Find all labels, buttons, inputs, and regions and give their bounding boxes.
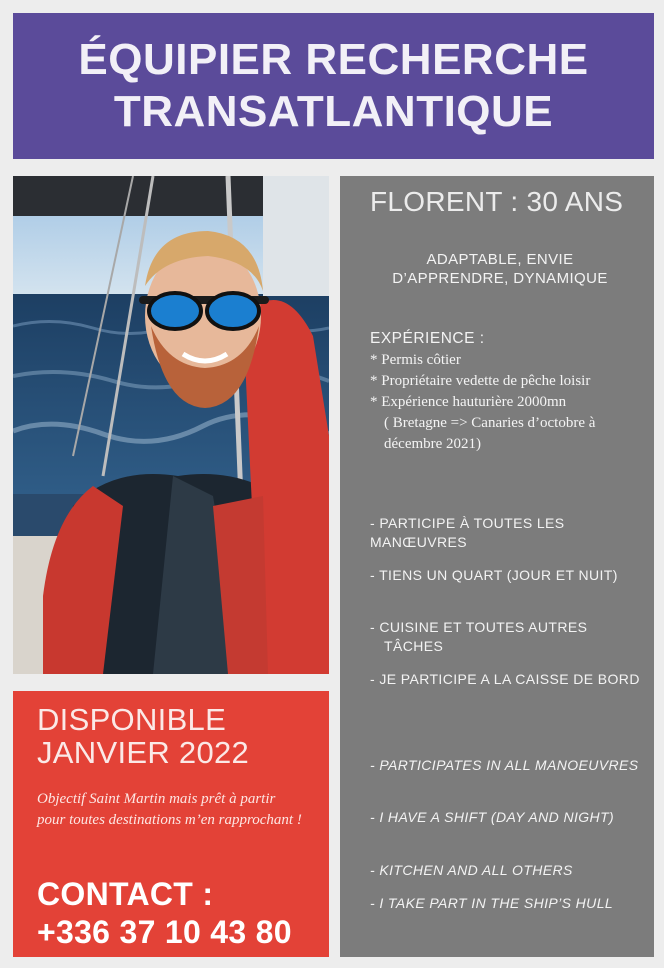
experience-item: * Permis côtier (370, 352, 461, 368)
task-text: - I TAKE PART IN THE SHIP’S HULL (370, 895, 614, 911)
task-item-en (370, 756, 640, 775)
sailor-photo (13, 176, 329, 674)
traits-line-2: D’APPRENDRE, DYNAMIQUE (392, 270, 608, 287)
task-item-en (370, 808, 640, 827)
contact-label: CONTACT : (37, 876, 214, 912)
contact-block (37, 875, 292, 951)
experience-list (370, 350, 640, 455)
task-text: - TIENS UN QUART (JOUR ET NUIT) (370, 567, 618, 583)
experience-item: * Expérience hauturière 2000mn (370, 394, 567, 410)
task-item-fr (370, 566, 640, 585)
objective-text: Objectif Saint Martin mais prêt à partir pour toutes destinations m’en rapprochant ! (37, 791, 302, 828)
profile-card (340, 176, 654, 957)
task-text: - JE PARTICIPE A LA CAISSE DE BORD (370, 671, 640, 687)
profile-title: FLORENT : 30 ANS (370, 186, 624, 217)
task-text: - I HAVE A SHIFT (DAY AND NIGHT) (370, 809, 615, 825)
task-item-fr (370, 670, 640, 689)
traits-line-1: ADAPTABLE, ENVIE (426, 251, 574, 268)
sailor-portrait-image (13, 176, 329, 674)
task-item-fr (370, 514, 640, 552)
experience-item: ( Bretagne => Canaries d’octobre à décembre 2021) (384, 415, 596, 452)
experience-item: * Propriétaire vedette de pêche loisir (370, 373, 591, 389)
task-item-fr (370, 618, 640, 656)
availability-line-2: JANVIER 2022 (37, 735, 250, 770)
contact-phone[interactable]: +336 37 10 43 80 (37, 914, 292, 950)
task-item-en (370, 861, 640, 880)
availability-card (13, 691, 329, 957)
task-text: - PARTICIPATES IN ALL MANOEUVRES (370, 757, 639, 773)
task-item-en (370, 894, 640, 913)
task-text: - PARTICIPE À TOUTES LES MANŒUVRES (370, 515, 565, 550)
experience-heading: EXPÉRIENCE : (370, 330, 485, 347)
availability-line-1: DISPONIBLE (37, 702, 227, 737)
banner-title-line-2: TRANSATLANTIQUE (113, 87, 554, 136)
profile-traits (360, 250, 640, 288)
task-text: - CUISINE ET TOUTES AUTRES TÂCHES (370, 619, 588, 654)
title-banner (13, 13, 654, 159)
banner-title-line-1: ÉQUIPIER RECHERCHE (78, 35, 589, 84)
task-text: - KITCHEN AND ALL OTHERS (370, 862, 573, 878)
